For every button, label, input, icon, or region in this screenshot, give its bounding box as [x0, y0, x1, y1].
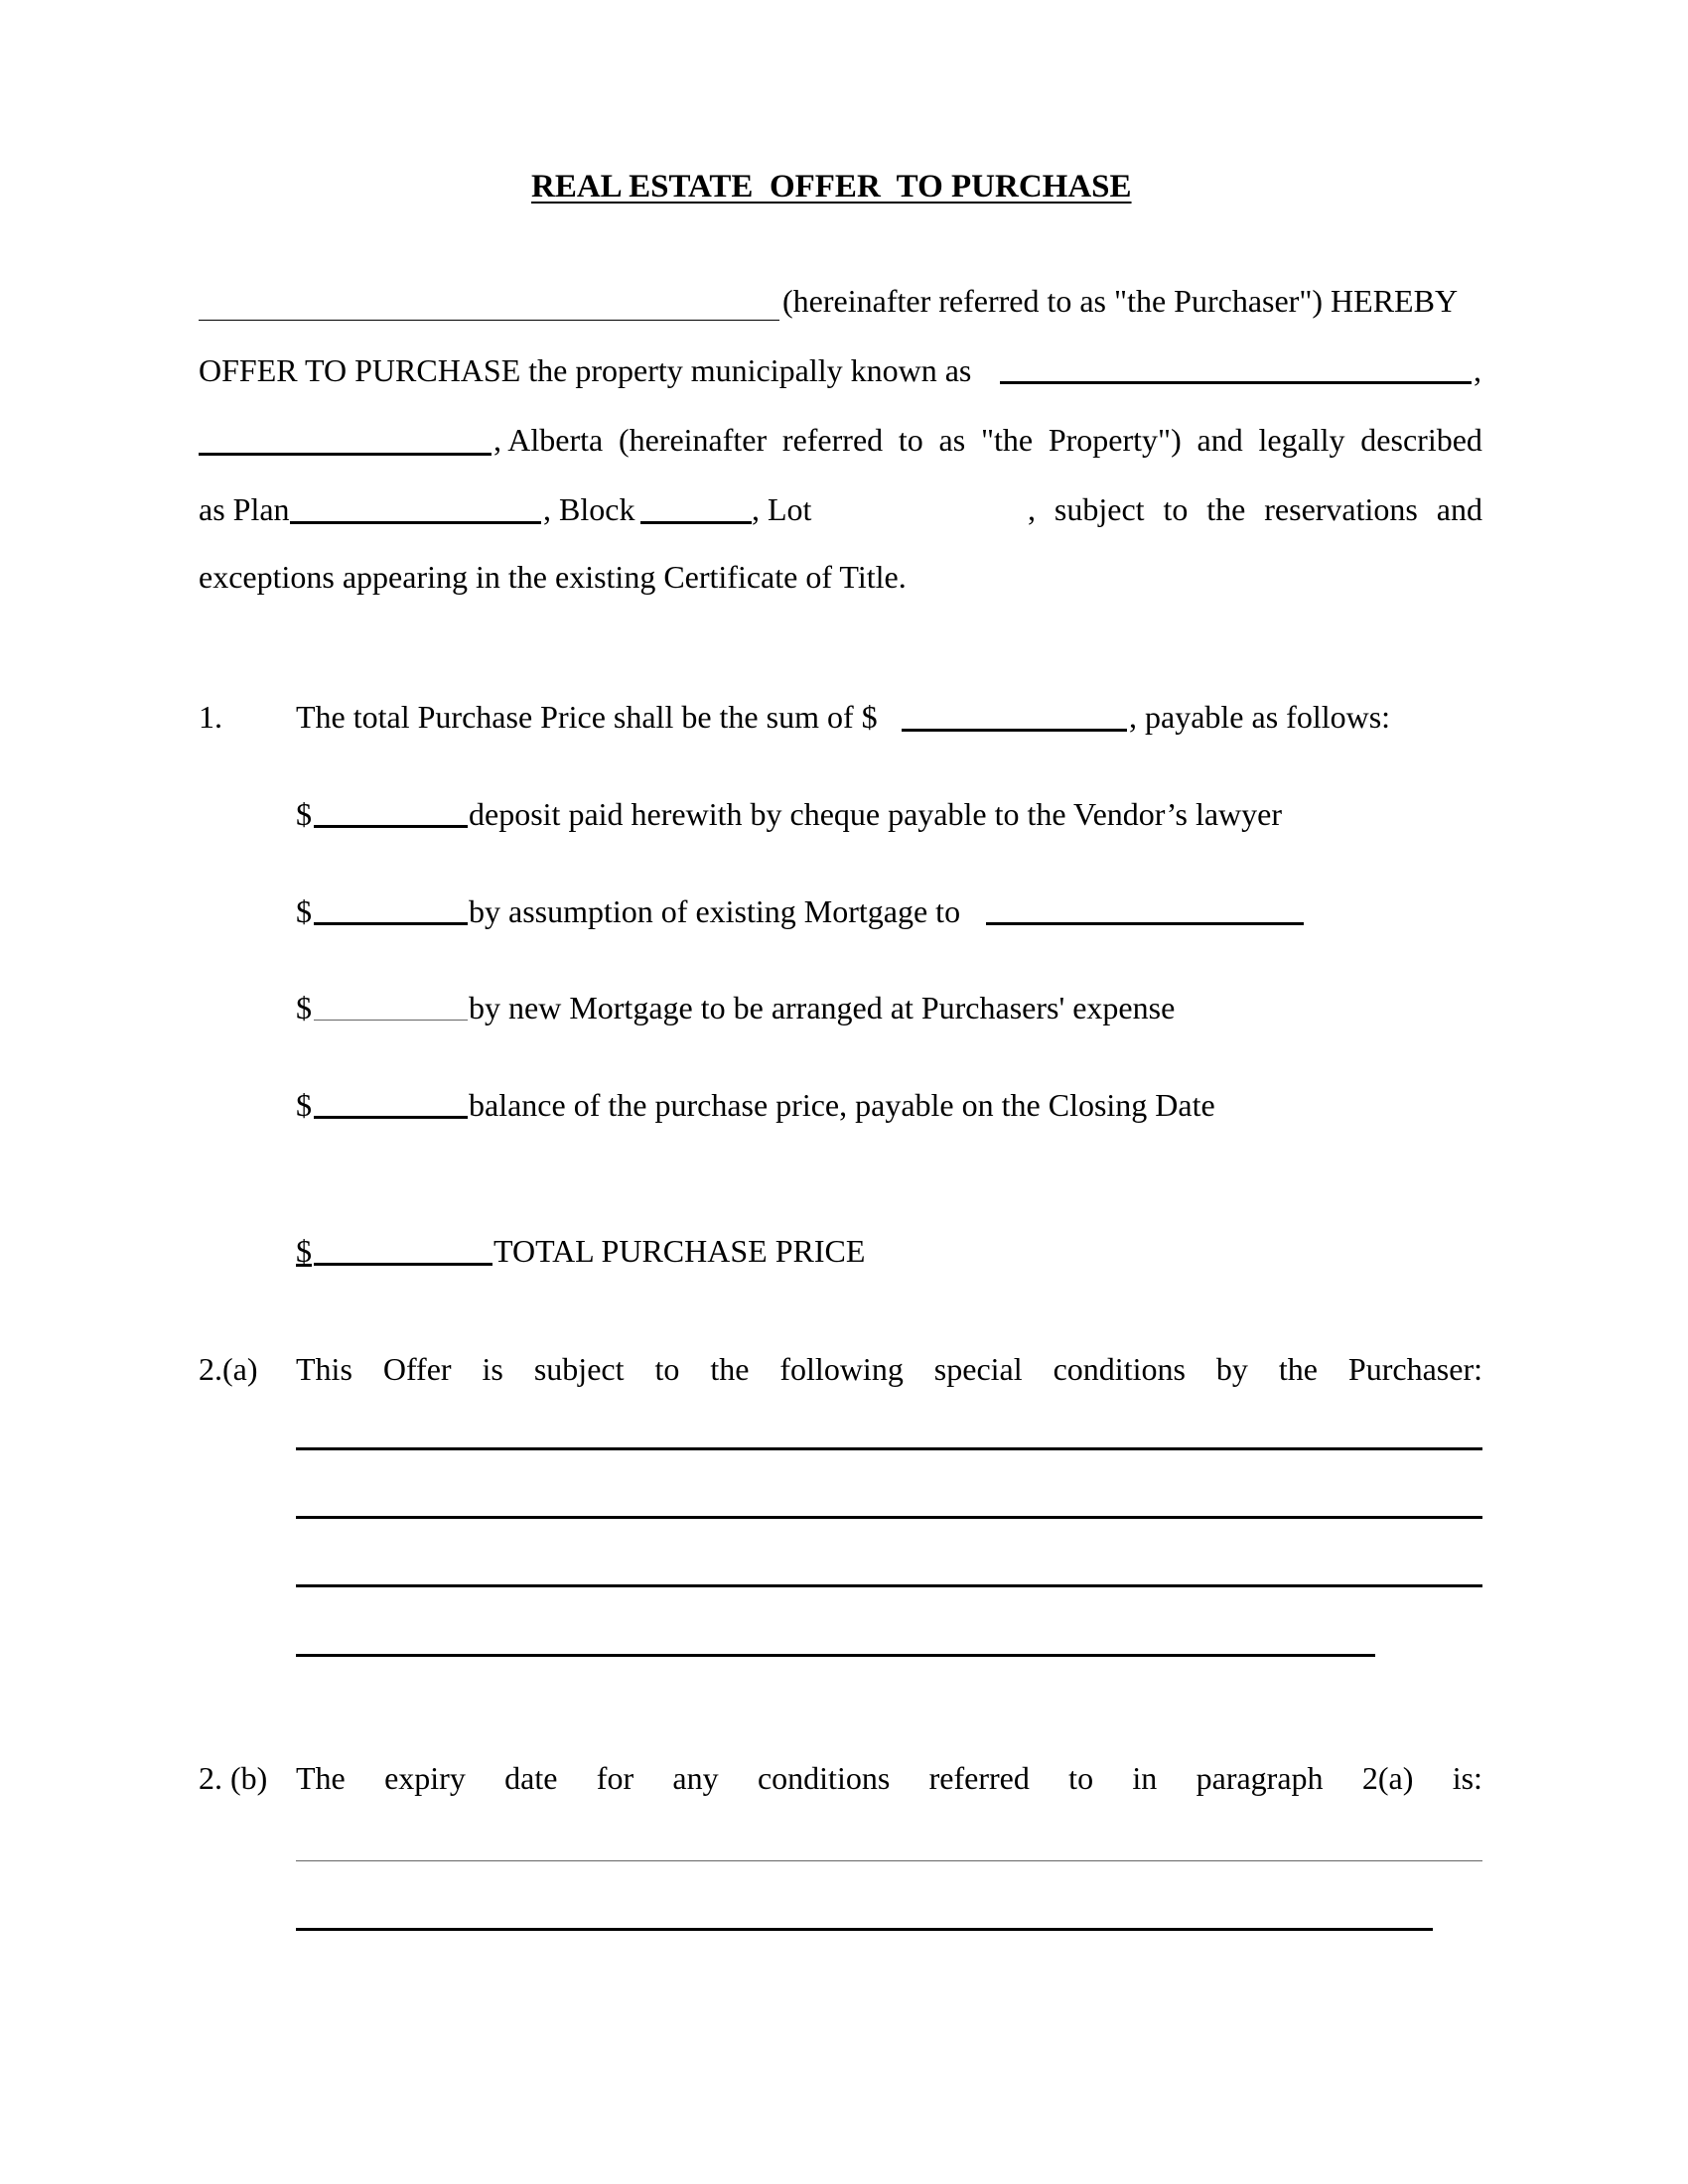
new-mortgage-amount-blank[interactable] — [314, 1020, 468, 1021]
total-amount-blank[interactable] — [314, 1263, 492, 1266]
word: conditions — [1053, 1351, 1186, 1387]
word: referred — [781, 422, 884, 458]
expiry-date-line-1[interactable] — [296, 1860, 1482, 1861]
word: any — [672, 1760, 719, 1796]
block-label: , Block — [543, 491, 635, 527]
assumption-amount-blank[interactable] — [314, 922, 468, 925]
word: conditions — [757, 1760, 891, 1796]
document-title: REAL ESTATE OFFER TO PURCHASE — [531, 169, 1132, 205]
special-conditions-line-4[interactable] — [296, 1654, 1375, 1657]
word: special — [933, 1351, 1023, 1387]
intro-line-2: OFFER TO PURCHASE the property municipally known as — [199, 352, 972, 388]
word: paragraph — [1196, 1760, 1324, 1796]
mortgagee-blank[interactable] — [986, 922, 1304, 925]
block-blank[interactable] — [640, 521, 752, 524]
word: to — [1068, 1760, 1094, 1796]
city-blank[interactable] — [199, 453, 492, 456]
word: subject — [1054, 491, 1145, 527]
intro-line-4-rest — [1028, 489, 1482, 529]
word: This — [296, 1351, 352, 1387]
word: the — [710, 1351, 750, 1387]
word: The — [296, 1760, 346, 1796]
word: by — [1215, 1351, 1248, 1387]
word: subject — [533, 1351, 625, 1387]
intro-line-5: exceptions appearing in the existing Certificate of Title. — [199, 559, 907, 595]
assumption-text: by assumption of existing Mortgage to — [469, 893, 961, 929]
word: to — [898, 422, 923, 458]
word: for — [596, 1760, 634, 1796]
word: legally — [1258, 422, 1345, 458]
plan-blank[interactable] — [290, 521, 541, 524]
total-text: TOTAL PURCHASE PRICE — [493, 1233, 866, 1269]
new-mortgage-dollar: $ — [296, 990, 312, 1025]
word: as — [938, 422, 966, 458]
word: Property") — [1048, 422, 1182, 458]
total-price-blank[interactable] — [902, 729, 1127, 732]
special-conditions-line-2[interactable] — [296, 1516, 1482, 1519]
word: the — [1278, 1351, 1318, 1387]
clause-1-text-b: , payable as follows: — [1129, 699, 1391, 735]
word: and — [1436, 491, 1482, 527]
clause-2b-number: 2. (b) — [199, 1760, 268, 1796]
word: is — [482, 1351, 503, 1387]
assumption-dollar: $ — [296, 893, 312, 929]
deposit-dollar: $ — [296, 796, 312, 832]
new-mortgage-text: by new Mortgage to be arranged at Purchasers' expense — [469, 990, 1176, 1025]
deposit-text: deposit paid herewith by cheque payable to the Vendor’s lawyer — [469, 796, 1283, 832]
word: in — [1132, 1760, 1158, 1796]
intro-line-1: (hereinafter referred to as "the Purchaser") HEREBY — [782, 283, 1459, 319]
word: "the — [980, 422, 1034, 458]
plan-label: as Plan — [199, 491, 290, 527]
word: the — [1206, 491, 1246, 527]
clause-2b-text — [296, 1758, 1482, 1798]
word: (hereinafter — [618, 422, 768, 458]
expiry-date-line-2[interactable] — [296, 1928, 1433, 1931]
word: expiry — [384, 1760, 466, 1796]
total-dollar: $ — [296, 1233, 312, 1269]
balance-text: balance of the purchase price, payable on the Closing Date — [469, 1087, 1215, 1123]
special-conditions-line-1[interactable] — [296, 1447, 1482, 1450]
special-conditions-line-3[interactable] — [296, 1584, 1482, 1587]
word: referred — [928, 1760, 1030, 1796]
word: is: — [1452, 1760, 1482, 1796]
clause-2a-text — [296, 1349, 1482, 1389]
word: to — [654, 1351, 680, 1387]
word: 2(a) — [1361, 1760, 1414, 1796]
word: described — [1360, 422, 1482, 458]
word: and — [1196, 422, 1243, 458]
balance-dollar: $ — [296, 1087, 312, 1123]
municipal-address-blank[interactable] — [1000, 381, 1472, 384]
deposit-amount-blank[interactable] — [314, 825, 468, 828]
word: , Alberta — [493, 422, 604, 458]
clause-1-text-a: The total Purchase Price shall be the sum of $ — [296, 699, 878, 735]
word: , — [1028, 491, 1036, 527]
word: Offer — [382, 1351, 452, 1387]
word: reservations — [1264, 491, 1418, 527]
clause-2a-number: 2.(a) — [199, 1351, 258, 1387]
balance-amount-blank[interactable] — [314, 1116, 468, 1119]
intro-line-3 — [493, 420, 1482, 460]
clause-1-number: 1. — [199, 699, 222, 735]
intro-line-2-comma: , — [1474, 352, 1481, 388]
word: to — [1163, 491, 1189, 527]
purchaser-name-blank[interactable] — [199, 320, 779, 321]
word: Purchaser: — [1347, 1351, 1482, 1387]
lot-label: , Lot — [752, 491, 812, 527]
word: date — [504, 1760, 558, 1796]
word: following — [779, 1351, 904, 1387]
